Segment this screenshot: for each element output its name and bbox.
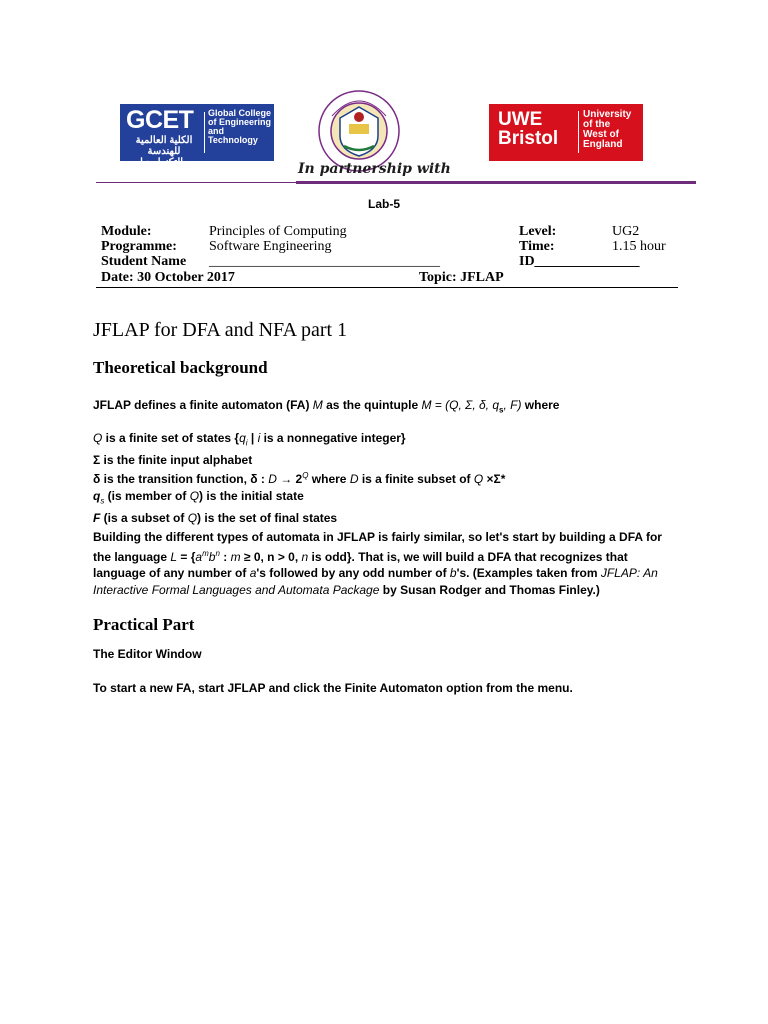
level-value: UG2 [612,224,640,239]
time-value: 1.15 hour [612,239,666,254]
date-text: Date: 30 October 2017 [101,270,235,285]
student-name-label: Student Name [101,254,187,269]
editor-window-subheading: The Editor Window [93,647,202,661]
college-seal-logo [318,90,400,172]
header-rule [96,182,676,183]
partnership-tagline: In partnership with [298,161,451,177]
time-label: Time: [519,239,555,254]
section-heading-practical: Practical Part [93,615,195,634]
lab-title: Lab-5 [367,197,400,211]
intro-paragraph: Building the different types of automata in JFLAP is fairly similar, so let's start by building a DFA for the language $L = \{a^mb^n$ : m ≥ 0, n > 0, n is odd}. That is, we will build a DFA that recognizes that language of any number of a's followed by any odd number of b's. (Examples taken from JFLAP: An Interactive Formal Languages and Automata Package by Susan Rodger and Thomas Finley.) [93,530,662,597]
final-states-item: F (is a subset of Q) is the set of final states [93,510,338,525]
level-label: Level: [519,224,557,239]
section-heading-theory: Theoretical background [93,358,268,377]
initial-state-item: $q_s$ (is member of Q) is the initial state [93,488,304,506]
programme-value: Software Engineering [209,239,332,254]
topic-text: Topic: JFLAP [419,270,504,285]
programme-label: Programme: [101,239,177,254]
gcet-logo-arabic: الكلية العالمية للهندسة والتكنولوجيا [135,135,193,168]
module-label: Module: [101,224,152,239]
uwe-logo-name: UWE Bristol [498,109,559,149]
module-value: Principles of Computing [209,224,347,239]
id-label: ID_______________ [519,254,640,269]
gcet-logo [120,104,274,168]
states-item: Q is a finite set of states {$q_i$ | i is a nonnegative integer} [93,431,406,448]
student-name-blank: _________________________________ [209,254,440,269]
uwe-logo [489,104,643,161]
transition-item: δ is the transition function, δ : $D \to 2^Q$ where D is a finite subset of Q ×Σ* [93,471,506,487]
uwe-logo-full-name: University of the West of England [583,109,632,150]
info-rule [96,287,678,288]
start-instructions: To start a new FA, start JFLAP and click the Finite Automaton option from the menu. [93,681,573,695]
gcet-logo-abbr: GCET [126,106,194,134]
definition-line: JFLAP defines a finite automaton (FA) M as the quintuple M = (Q, Σ, δ, $q_s$, F) where [93,398,560,415]
uwe-logo-divider [578,111,579,153]
gcet-logo-divider [204,112,205,153]
tuple-components-list [93,430,683,526]
gcet-logo-full-name: Global College of Engineering and Technology [208,108,272,145]
main-title: JFLAP for DFA and NFA part 1 [93,319,348,341]
alphabet-item: Σ is the finite input alphabet [93,452,253,467]
